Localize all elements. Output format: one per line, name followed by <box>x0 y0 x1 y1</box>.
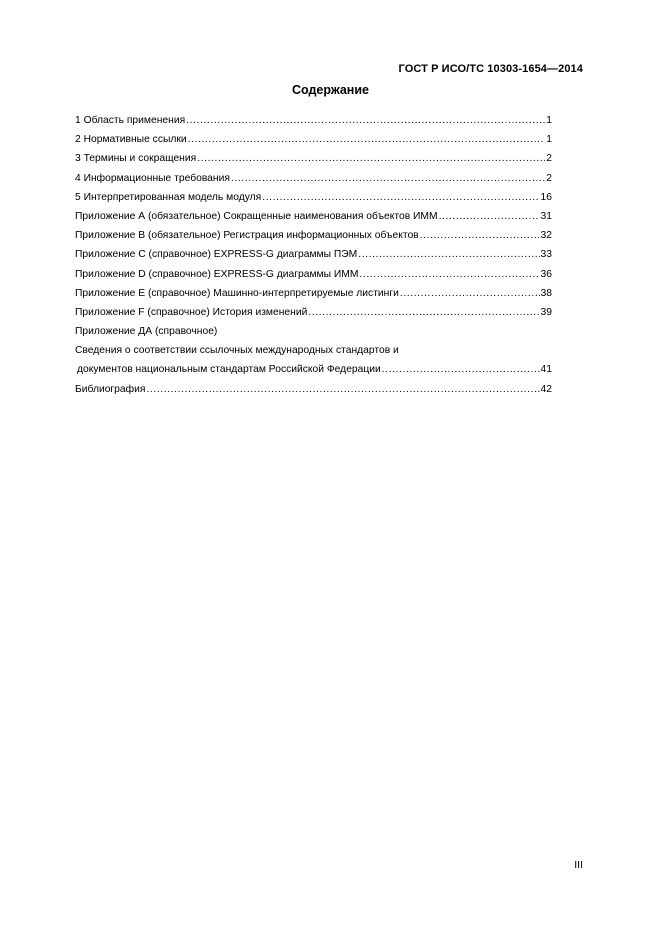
toc-entry-label: Приложение ДА (справочное) <box>75 326 218 338</box>
toc-entry-label: 3 Термины и сокращения <box>75 153 197 165</box>
toc-leader-dots <box>146 380 539 399</box>
toc-leader-dots <box>358 245 539 264</box>
toc-entry-page: 33 <box>540 249 552 261</box>
toc-entry[interactable] <box>75 111 552 130</box>
toc-leader-dots <box>308 303 539 322</box>
toc-entry-page: 2 <box>546 153 552 165</box>
toc-leader-dots <box>400 284 540 303</box>
toc-entry[interactable] <box>75 245 552 264</box>
toc-entry-label: Приложение В (обязательное) Регистрация информационных объектов <box>75 230 419 242</box>
toc-entry-label: Приложение F (справочное) История изменений <box>75 306 308 318</box>
toc-entry[interactable] <box>75 130 552 149</box>
toc-leader-dots <box>359 265 539 284</box>
toc-entry-label: Сведения о соответствии ссылочных международных стандартов и <box>75 345 399 357</box>
toc-entry-label: Приложение С (справочное) EXPRESS-G диаграммы ПЭМ <box>75 249 358 261</box>
toc-leader-dots <box>197 149 545 168</box>
toc-entry-label: Приложение D (справочное) EXPRESS-G диаграммы ИММ <box>75 268 359 280</box>
toc-entry[interactable] <box>75 380 552 399</box>
toc-leader-dots <box>186 111 545 130</box>
toc-entry[interactable] <box>75 149 552 168</box>
toc-entry[interactable] <box>75 188 552 207</box>
toc-entry[interactable] <box>75 265 552 284</box>
toc-entry-page: 1 <box>546 115 552 126</box>
toc-entry-label: 5 Интерпретированная модель модуля <box>75 191 262 203</box>
toc-entry-page: 16 <box>540 191 552 203</box>
toc-leader-dots <box>231 169 545 188</box>
toc-entry[interactable] <box>75 322 552 341</box>
toc-entry-page: 32 <box>540 230 552 242</box>
toc-entry-page: 2 <box>546 172 552 184</box>
toc-entry-label: документов национальным стандартам Российской Федерации <box>77 364 381 376</box>
toc-leader-dots <box>382 360 540 379</box>
toc-entry[interactable] <box>75 207 552 226</box>
toc-entry[interactable] <box>75 169 552 188</box>
toc-entry[interactable] <box>75 303 552 322</box>
toc-entry[interactable] <box>75 360 552 379</box>
toc-entry[interactable] <box>75 284 552 303</box>
toc-entry-page: 36 <box>540 268 552 280</box>
toc-entry-label: 4 Информационные требования <box>75 172 230 184</box>
toc-entry-label: Приложение E (справочное) Машинно-интерпретируемые листинги <box>75 287 399 299</box>
page-number: III <box>574 859 583 871</box>
toc-leader-dots <box>420 226 540 245</box>
toc-entry[interactable] <box>75 341 552 360</box>
table-of-contents <box>75 111 552 399</box>
toc-entry-page: 38 <box>540 287 552 299</box>
toc-leader-dots <box>439 207 540 226</box>
toc-entry-page: 39 <box>540 306 552 318</box>
toc-entry-page: 42 <box>540 383 552 395</box>
toc-entry-page: 1 <box>546 134 552 146</box>
document-header-id: ГОСТ Р ИСО/ТС 10303-1654—2014 <box>398 63 583 75</box>
toc-entry-page: 31 <box>540 210 552 222</box>
toc-entry-label: 2 Нормативные ссылки <box>75 134 187 146</box>
toc-entry-label: 1 Область применения <box>75 115 186 126</box>
toc-entry-label: Приложение А (обязательное) Сокращенные наименования объектов ИММ <box>75 210 438 222</box>
toc-entry[interactable] <box>75 226 552 245</box>
toc-leader-dots <box>262 188 539 207</box>
toc-entry-label: Библиография <box>75 383 146 395</box>
toc-entry-page: 41 <box>540 364 552 376</box>
page-title: Содержание <box>291 83 369 97</box>
toc-leader-dots <box>188 130 546 149</box>
